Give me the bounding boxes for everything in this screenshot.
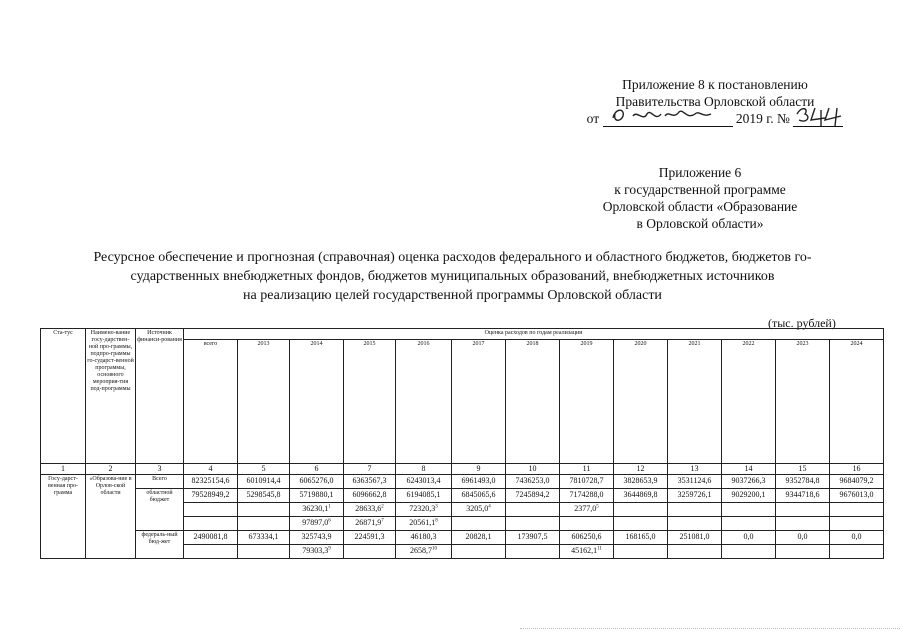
- value-cell: [722, 475, 776, 489]
- value-cell: [344, 545, 396, 559]
- value-cell: [614, 475, 668, 489]
- appendix8-date-line: [560, 110, 870, 127]
- footnote-mark: 4: [488, 504, 491, 510]
- value-cell: [668, 503, 722, 517]
- value-cell: [722, 517, 776, 531]
- value-cell: [776, 545, 830, 559]
- value-text: 36230,1: [302, 504, 329, 514]
- value-cell: [290, 475, 344, 489]
- table-row: [41, 475, 884, 489]
- footnote-mark: 3: [435, 504, 438, 510]
- value-text: 2377,0: [574, 504, 597, 514]
- value-text: 79303,3: [302, 546, 329, 556]
- value-text: 9037266,3: [731, 476, 766, 486]
- value-text: 168165,0: [625, 532, 656, 542]
- footnote-mark: 2: [381, 504, 384, 510]
- value-cell: [344, 517, 396, 531]
- value-cell: [668, 489, 722, 503]
- column-number-cell: 10: [506, 464, 560, 475]
- footnote-mark: 9: [328, 546, 331, 552]
- value-text: 173907,5: [517, 532, 548, 542]
- value-cell: [506, 531, 560, 545]
- value-text: 224591,3: [354, 532, 385, 542]
- appendix6-line3: Орловской области «Образование: [602, 199, 798, 214]
- value-cell: [452, 545, 506, 559]
- header-status: Ста-тус: [41, 329, 86, 464]
- value-cell: [452, 503, 506, 517]
- value-cell: [506, 489, 560, 503]
- appendix8-header: [560, 76, 870, 127]
- year-header-cell: 2022: [722, 340, 776, 464]
- number-field: [793, 112, 843, 127]
- value-cell: [614, 531, 668, 545]
- value-cell: [396, 503, 452, 517]
- value-text: 26871,9: [355, 518, 382, 528]
- value-cell: [776, 489, 830, 503]
- footnote-mark: 7: [381, 518, 384, 524]
- column-number-cell: 9: [452, 464, 506, 475]
- value-text: 6065276,0: [299, 476, 334, 486]
- value-text: 3205,0: [466, 504, 489, 514]
- table-row: [41, 489, 884, 503]
- value-cell: [290, 545, 344, 559]
- footnote-mark: 6: [328, 518, 331, 524]
- value-text: 20828,1: [465, 532, 492, 542]
- column-numbers-row: [41, 464, 884, 475]
- value-text: 28633,6: [355, 504, 382, 514]
- value-cell: [290, 503, 344, 517]
- value-text: 6096662,8: [352, 490, 387, 500]
- value-cell: [560, 503, 614, 517]
- year-header-cell: 2019: [560, 340, 614, 464]
- year-header-cell: 2020: [614, 340, 668, 464]
- value-cell: [344, 475, 396, 489]
- source-federal-cell: федераль-ный бюд-жет: [136, 531, 184, 559]
- value-text: 6845065,6: [461, 490, 496, 500]
- value-text: 9029200,1: [731, 490, 766, 500]
- year-header-cell: всего: [184, 340, 238, 464]
- value-cell: [560, 517, 614, 531]
- value-text: 3644869,8: [623, 490, 658, 500]
- value-text: 3531124,6: [677, 476, 712, 486]
- title-line1: Ресурсное обеспечение и прогнозная (справочная) оценка расходов федерального и областного бюджетов, бюджетов го-: [93, 250, 812, 265]
- value-text: 6194085,1: [406, 490, 441, 500]
- value-cell: [776, 517, 830, 531]
- column-number-cell: 6: [290, 464, 344, 475]
- value-cell: [668, 517, 722, 531]
- value-cell: [668, 531, 722, 545]
- value-cell: [776, 475, 830, 489]
- appendix6-line4: в Орловской области»: [636, 216, 764, 231]
- appendix6-header: [570, 164, 830, 232]
- value-cell: [506, 475, 560, 489]
- value-cell: [506, 503, 560, 517]
- program-name-cell: «Образова-ние в Орлов-ской области: [86, 475, 136, 559]
- value-cell: [722, 489, 776, 503]
- value-text: 2490081,8: [193, 532, 228, 542]
- document-title: [40, 248, 865, 305]
- value-text: 251081,0: [679, 532, 710, 542]
- value-text: 9676013,0: [839, 490, 874, 500]
- column-number-cell: 13: [668, 464, 722, 475]
- table-row: [41, 531, 884, 545]
- footnote-mark: 10: [432, 546, 437, 552]
- date-signature: [603, 104, 733, 130]
- value-cell: [506, 545, 560, 559]
- value-text: 9344718,6: [785, 490, 820, 500]
- year-header-cell: 2021: [668, 340, 722, 464]
- title-line2: сударственных внебюджетных фондов, бюджетов муниципальных образований, внебюджетных источников: [130, 269, 775, 284]
- column-number-cell: 15: [776, 464, 830, 475]
- value-cell: [396, 475, 452, 489]
- value-cell: [776, 503, 830, 517]
- value-cell: [344, 489, 396, 503]
- column-number-cell: 16: [830, 464, 884, 475]
- year-header-cell: 2017: [452, 340, 506, 464]
- value-text: 606250,6: [571, 532, 602, 542]
- source-regional-cell: областной бюджет: [136, 489, 184, 531]
- value-cell: [830, 503, 884, 517]
- value-text: 0,0: [743, 532, 754, 542]
- column-number-cell: 3: [136, 464, 184, 475]
- value-cell: [830, 545, 884, 559]
- column-number-cell: 14: [722, 464, 776, 475]
- year-no-label: 2019 г. №: [735, 111, 790, 126]
- header-estimate: Оценка расходов по годам реализации: [184, 329, 884, 340]
- value-text: 46180,3: [410, 532, 437, 542]
- appendix6-line2: к государственной программе: [614, 182, 786, 197]
- column-number-cell: 1: [41, 464, 86, 475]
- value-cell: [238, 531, 290, 545]
- value-text: 5719880,1: [299, 490, 334, 500]
- footnote-mark: 5: [596, 504, 599, 510]
- value-cell: [830, 489, 884, 503]
- value-text: 0,0: [797, 532, 808, 542]
- value-text: 7174288,0: [569, 490, 604, 500]
- value-cell: [668, 545, 722, 559]
- footnote-mark: 1: [328, 504, 331, 510]
- budget-table: [40, 328, 884, 559]
- value-text: 2658,7: [410, 546, 432, 556]
- value-cell: [614, 517, 668, 531]
- year-header-cell: 2018: [506, 340, 560, 464]
- value-cell: [184, 545, 238, 559]
- value-text: 325743,9: [301, 532, 332, 542]
- value-cell: [614, 503, 668, 517]
- column-number-cell: 11: [560, 464, 614, 475]
- footnote-mark: 8: [435, 518, 438, 524]
- handwritten-number: [793, 104, 849, 126]
- value-cell: [452, 517, 506, 531]
- value-cell: [830, 517, 884, 531]
- value-cell: [396, 545, 452, 559]
- value-text: 3259726,1: [677, 490, 712, 500]
- value-cell: [614, 489, 668, 503]
- from-label: от: [586, 111, 600, 126]
- value-cell: [238, 517, 290, 531]
- value-cell: [722, 545, 776, 559]
- value-cell: [452, 531, 506, 545]
- value-cell: [184, 503, 238, 517]
- appendix8-line2: Правительства Орловской области: [615, 94, 815, 109]
- value-text: 72320,3: [409, 504, 436, 514]
- value-cell: [238, 545, 290, 559]
- value-text: 9684079,2: [839, 476, 874, 486]
- value-cell: [506, 517, 560, 531]
- value-text: 5298545,8: [246, 490, 281, 500]
- title-line3: на реализацию целей государственной программы Орловской области: [243, 288, 662, 303]
- value-cell: [184, 475, 238, 489]
- value-cell: [722, 531, 776, 545]
- value-text: 6363567,3: [352, 476, 387, 486]
- column-number-cell: 2: [86, 464, 136, 475]
- value-text: 6961493,0: [461, 476, 496, 486]
- value-cell: [238, 489, 290, 503]
- value-cell: [776, 531, 830, 545]
- value-cell: [344, 503, 396, 517]
- value-cell: [560, 531, 614, 545]
- appendix6-line1: Приложение 6: [658, 165, 742, 180]
- value-cell: [238, 503, 290, 517]
- value-text: 79528949,2: [191, 490, 230, 500]
- value-cell: [668, 475, 722, 489]
- value-text: 673334,1: [248, 532, 279, 542]
- value-text: 82325154,6: [191, 476, 230, 486]
- year-header-cell: 2013: [238, 340, 290, 464]
- value-cell: [396, 517, 452, 531]
- value-text: 0,0: [851, 532, 862, 542]
- value-cell: [830, 531, 884, 545]
- year-header-cell: 2016: [396, 340, 452, 464]
- year-header-cell: 2014: [290, 340, 344, 464]
- value-cell: [452, 475, 506, 489]
- header-source: Источник финанси-рования: [136, 329, 184, 464]
- year-header-cell: 2023: [776, 340, 830, 464]
- value-text: 7245894,2: [515, 490, 550, 500]
- value-text: 20561,1: [409, 518, 436, 528]
- date-field: [603, 112, 733, 127]
- value-cell: [184, 517, 238, 531]
- value-cell: [722, 503, 776, 517]
- value-text: 45162,1: [571, 546, 598, 556]
- value-text: 9352784,8: [785, 476, 820, 486]
- value-cell: [560, 545, 614, 559]
- value-cell: [614, 545, 668, 559]
- value-cell: [560, 489, 614, 503]
- value-cell: [344, 531, 396, 545]
- value-cell: [452, 489, 506, 503]
- status-cell: Госу-дарст-венная про-грамма: [41, 475, 86, 559]
- value-text: 7436253,0: [515, 476, 550, 486]
- value-text: 6010914,4: [246, 476, 281, 486]
- value-cell: [396, 531, 452, 545]
- value-cell: [560, 475, 614, 489]
- units-label: (тыс. рублей): [768, 316, 836, 330]
- year-header-cell: 2024: [830, 340, 884, 464]
- year-header-cell: 2015: [344, 340, 396, 464]
- value-cell: [184, 489, 238, 503]
- footnote-mark: 11: [597, 546, 602, 552]
- column-number-cell: 4: [184, 464, 238, 475]
- value-cell: [290, 531, 344, 545]
- value-text: 97897,0: [302, 518, 329, 528]
- column-number-cell: 12: [614, 464, 668, 475]
- source-total-cell: Всего: [136, 475, 184, 489]
- value-cell: [238, 475, 290, 489]
- number-signature: [793, 104, 849, 130]
- column-number-cell: 8: [396, 464, 452, 475]
- value-text: 7810728,7: [569, 476, 604, 486]
- column-number-cell: 5: [238, 464, 290, 475]
- value-text: 6243013,4: [406, 476, 441, 486]
- value-cell: [184, 531, 238, 545]
- value-cell: [290, 489, 344, 503]
- value-text: 3828653,9: [623, 476, 658, 486]
- header-name: Наимено-вание госу-дарствен-ной про-граммы, подпро-граммы го-сударст-венной программы, основного мероприя-тия под-программы: [86, 329, 136, 464]
- value-cell: [830, 475, 884, 489]
- value-cell: [290, 517, 344, 531]
- appendix8-line1: Приложение 8 к постановлению: [622, 77, 808, 92]
- value-cell: [396, 489, 452, 503]
- scan-artifact-line: [520, 628, 900, 635]
- handwritten-date: [603, 104, 733, 126]
- column-number-cell: 7: [344, 464, 396, 475]
